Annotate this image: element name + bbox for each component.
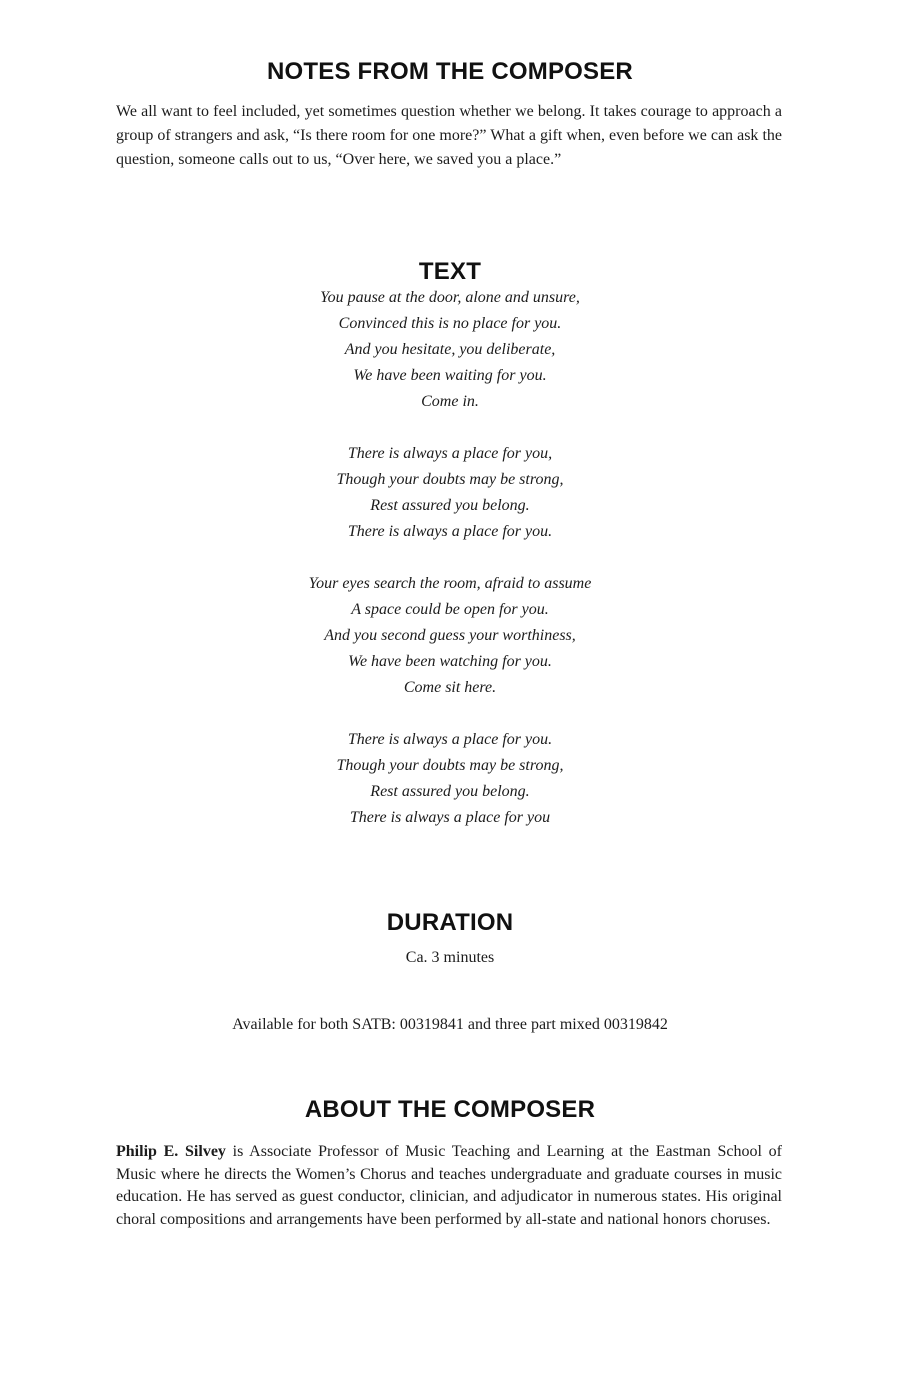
stanza-2 — [0, 441, 900, 545]
composer-name: Philip E. Silvey — [116, 1143, 226, 1160]
composer-bio: is Associate Professor of Music Teaching and Learning at the Eastman School of Music where he directs the Women’s Chorus and teaches undergraduate and graduate courses in music education. He has served as guest conductor, clinician, and adjudicator in numerous states. His original choral compositions and arrangements have been performed by all-state and national honors choruses. — [116, 1143, 783, 1228]
about-section — [0, 1096, 900, 1124]
stanza-1 — [0, 285, 900, 415]
verse-line: Rest assured you belong. — [370, 497, 530, 514]
availability-note: Available for both SATB: 00319841 and three part mixed 00319842 — [232, 1016, 668, 1033]
lyrics — [0, 285, 900, 831]
verse-line: A space could be open for you. — [351, 601, 549, 618]
verse-line: Though your doubts may be strong, — [336, 757, 564, 774]
verse-line: Come in. — [421, 393, 479, 410]
verse-line: There is always a place for you, — [347, 445, 553, 462]
text-heading: TEXT — [418, 258, 482, 285]
verse-line: We have been waiting for you. — [353, 367, 547, 384]
verse-line: Though your doubts may be strong, — [336, 471, 564, 488]
text-section — [0, 258, 900, 286]
verse-line: Rest assured you belong. — [370, 783, 530, 800]
about-body — [116, 1141, 782, 1231]
notes-body: We all want to feel included, yet sometimes question whether we belong. It takes courage to approach a group of strangers and ask, “Is there room for one more?” What a gift when, even before we can ask the question, someone calls out to us, “Over here, we saved you a place.” — [116, 103, 782, 168]
verse-line: And you hesitate, you deliberate, — [344, 341, 556, 358]
duration-section — [0, 909, 900, 937]
verse-line: We have been watching for you. — [348, 653, 552, 670]
verse-line: There is always a place for you — [349, 809, 551, 826]
about-heading: ABOUT THE COMPOSER — [304, 1096, 596, 1123]
verse-line: You pause at the door, alone and unsure, — [320, 289, 580, 306]
stanza-3 — [0, 571, 900, 701]
notes-section — [0, 58, 900, 86]
availability-row — [0, 1016, 900, 1034]
duration-value: Ca. 3 minutes — [405, 949, 495, 966]
verse-line: There is always a place for you. — [347, 731, 553, 748]
duration-value-row — [0, 949, 900, 967]
stanza-4 — [0, 727, 900, 831]
notes-heading: NOTES FROM THE COMPOSER — [267, 58, 633, 85]
duration-heading: DURATION — [386, 909, 514, 936]
verse-line: And you second guess your worthiness, — [324, 627, 576, 644]
verse-line: Come sit here. — [403, 679, 497, 696]
verse-line: Convinced this is no place for you. — [338, 315, 562, 332]
verse-line: Your eyes search the room, afraid to assume — [308, 575, 592, 592]
verse-line: There is always a place for you. — [347, 523, 553, 540]
